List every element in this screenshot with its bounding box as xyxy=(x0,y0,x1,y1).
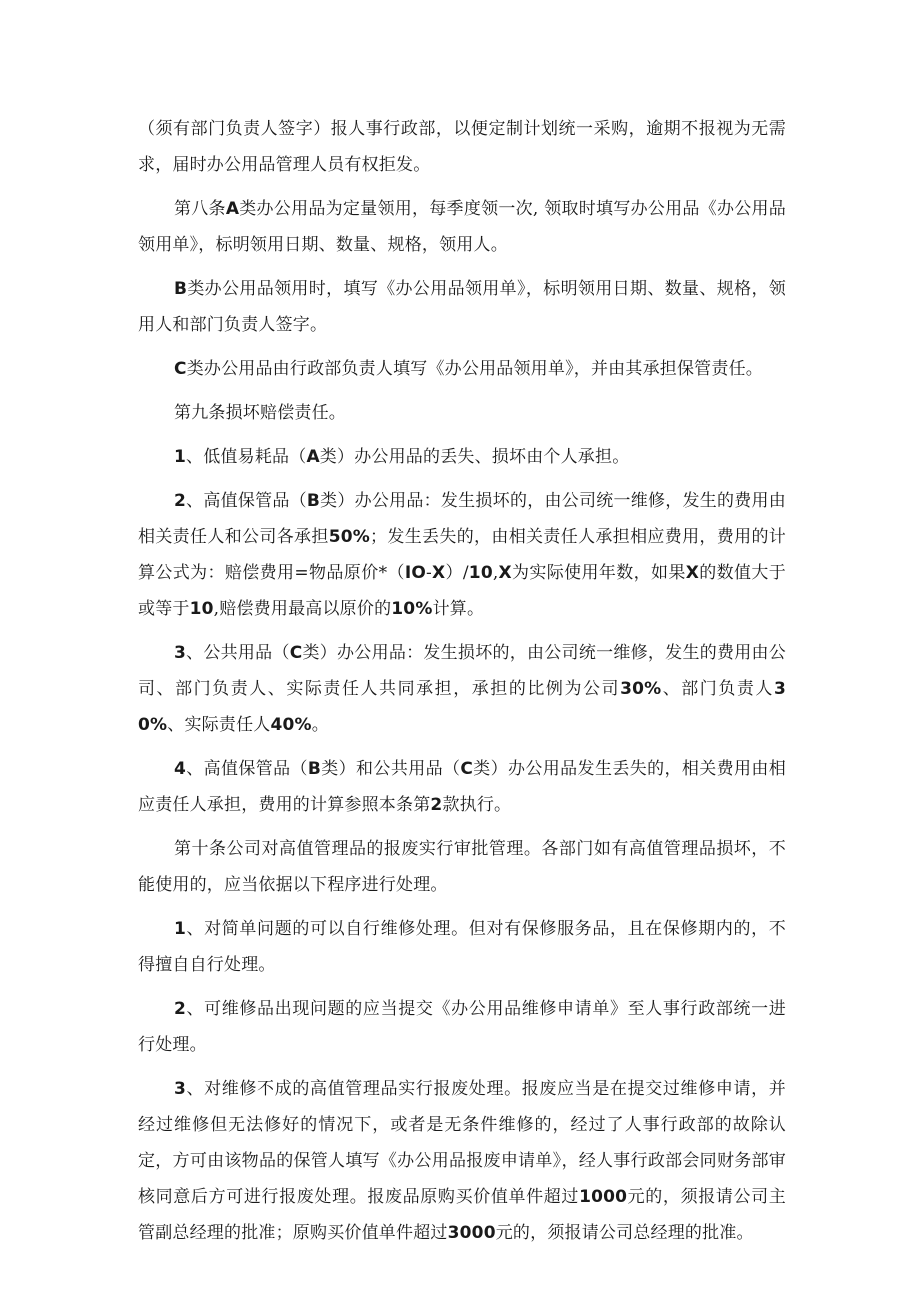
paragraph-article-10-item-2: 2、可维修品出现问题的应当提交《办公用品维修申请单》至人事行政部统一进行处理。 xyxy=(138,999,786,1055)
document-body xyxy=(138,111,786,1259)
paragraph-article-10-heading: 第十条公司对高值管理品的报废实行审批管理。各部门如有高值管理品损坏，不能使用的，应当依据以下程序进行处理。 xyxy=(138,839,786,895)
paragraph-class-b-requisition: B类办公用品领用时，填写《办公用品领用单》，标明领用日期、数量、规格，领用人和部门负责人签字。 xyxy=(138,279,786,335)
paragraph-procurement-deadline: （须有部门负责人签字）报人事行政部，以便定制计划统一采购，逾期不报视为无需求，届时办公用品管理人员有权拒发。 xyxy=(138,119,786,175)
paragraph-article-8-class-a: 第八条A类办公用品为定量领用，每季度领一次, 领取时填写办公用品《办公用品领用单》，标明领用日期、数量、规格，领用人。 xyxy=(138,199,786,255)
paragraph-article-9-heading: 第九条损坏赔偿责任。 xyxy=(174,403,346,423)
paragraph-article-10-item-1: 1、对简单问题的可以自行维修处理。但对有保修服务品，且在保修期内的，不得擅自自行处理。 xyxy=(138,919,786,975)
paragraph-article-9-item-2: 2、高值保管品（B类）办公用品：发生损坏的，由公司统一维修，发生的费用由相关责任人和公司各承担50%；发生丢失的，由相关责任人承担相应费用，费用的计算公式为：赔偿费用=物品原价*（IO-X）/10,X为实际使用年数，如果X的数值大于或等于10,赔偿费用最高以原价的10%计算。 xyxy=(138,491,786,619)
paragraph-article-9-item-4: 4、高值保管品（B类）和公共用品（C类）办公用品发生丢失的，相关费用由相应责任人承担，费用的计算参照本条第2款执行。 xyxy=(138,759,786,815)
paragraph-article-9-item-3: 3、公共用品（C类）办公用品：发生损坏的，由公司统一维修，发生的费用由公司、部门负责人、实际责任人共同承担，承担的比例为公司30%、部门负责人30%、实际责任人40%。 xyxy=(138,643,786,735)
paragraph-article-9-item-1: 1、低值易耗品（A类）办公用品的丢失、损坏由个人承担。 xyxy=(174,447,630,467)
paragraph-article-10-item-3: 3、对维修不成的高值管理品实行报废处理。报废应当是在提交过维修申请，并经过维修但无法修好的情况下，或者是无条件维修的，经过了人事行政部的故除认定，方可由该物品的保管人填写《办公用品报废申请单》，经人事行政部会同财务部审核同意后方可进行报废处理。报废品原购买价值单件超过1000元的，须报请公司主管副总经理的批准；原购买价值单件超过3000元的，须报请公司总经理的批准。 xyxy=(138,1079,786,1243)
paragraph-class-c-requisition: C类办公用品由行政部负责人填写《办公用品领用单》，并由其承担保管责任。 xyxy=(174,359,763,379)
